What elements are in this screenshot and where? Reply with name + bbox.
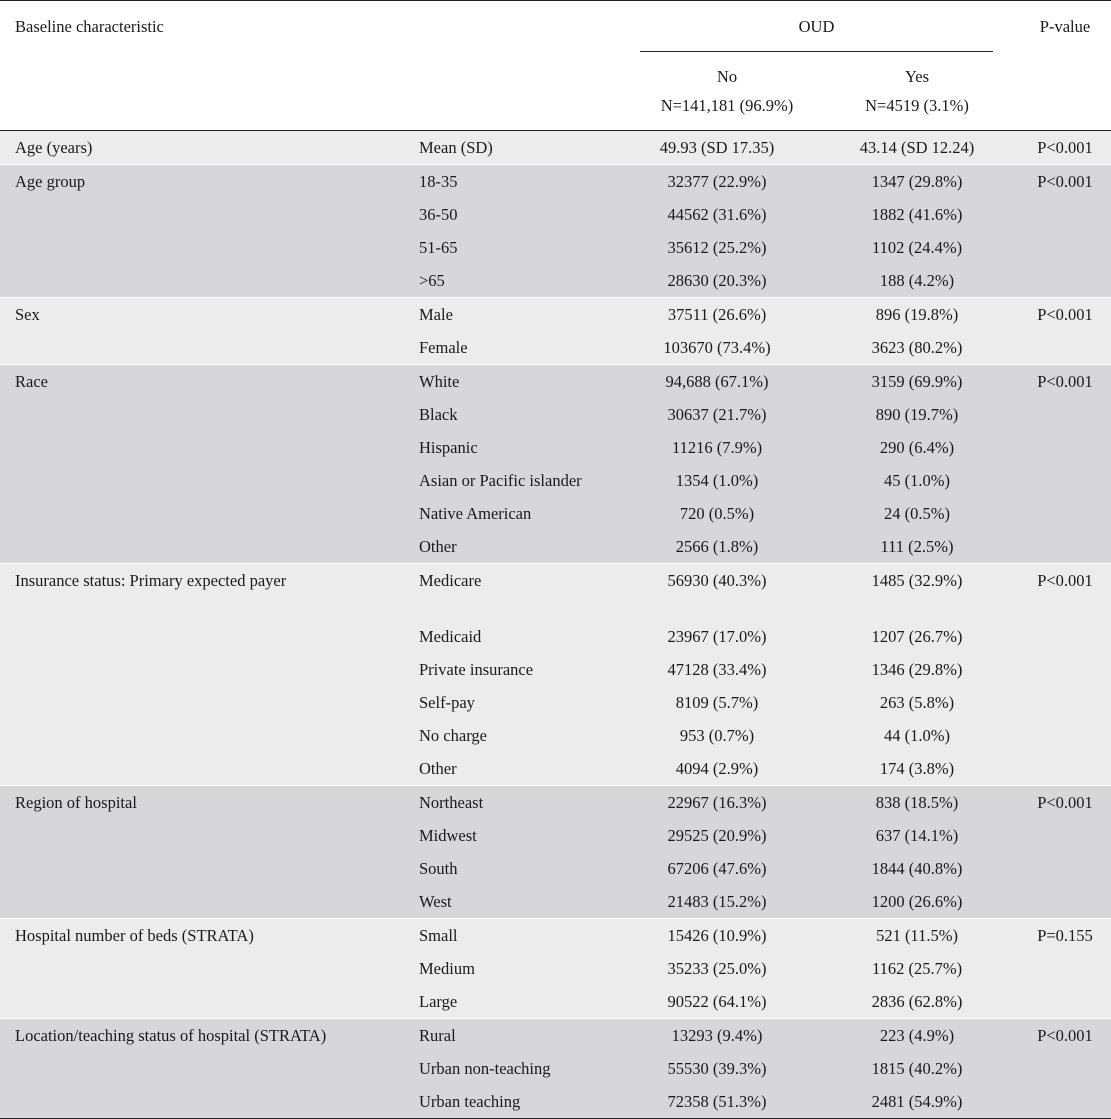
p-value: P<0.001 (1037, 372, 1093, 391)
table-row (0, 752, 1111, 785)
table-row (0, 985, 1111, 1018)
oud-yes-value: 263 (5.8%) (879, 693, 955, 712)
oud-yes-value: 2481 (54.9%) (871, 1092, 963, 1111)
table-row (0, 165, 1111, 198)
oud-no-value: 720 (0.5%) (679, 504, 755, 523)
oud-yes-value: 1815 (40.2%) (871, 1059, 963, 1078)
oud-yes-value: 1844 (40.8%) (871, 859, 963, 878)
level-label: Asian or Pacific islander (419, 471, 582, 490)
level-label: Medicare (419, 571, 482, 590)
oud-no-value: 47128 (33.4%) (667, 660, 767, 679)
level-label: Black (419, 405, 458, 424)
table-row (0, 298, 1111, 331)
oud-yes-value: 1162 (25.7%) (871, 959, 963, 978)
level-label: Large (419, 992, 458, 1011)
table-row (0, 786, 1111, 819)
row-group (0, 131, 1111, 164)
row-group (0, 165, 1111, 297)
characteristic-label: Sex (15, 305, 40, 324)
level-label: Native American (419, 504, 532, 523)
level-label: No charge (419, 726, 487, 745)
characteristic-label: Insurance status: Primary expected payer (15, 571, 287, 590)
oud-no-value: 23967 (17.0%) (667, 627, 767, 646)
row-group (0, 298, 1111, 364)
level-label: Medicaid (419, 627, 482, 646)
row-group (0, 564, 1111, 785)
header-oud: OUD (798, 17, 835, 36)
oud-yes-value: 1207 (26.7%) (871, 627, 963, 646)
oud-yes-value: 223 (4.9%) (879, 1026, 955, 1045)
oud-yes-value: 43.14 (SD 12.24) (859, 138, 975, 157)
level-label: White (419, 372, 460, 391)
p-value: P<0.001 (1037, 793, 1093, 812)
level-label: Northeast (419, 793, 484, 812)
oud-yes-value: 45 (1.0%) (884, 471, 950, 490)
table-row (0, 719, 1111, 752)
oud-no-value: 35612 (25.2%) (667, 238, 767, 257)
table-row (0, 653, 1111, 686)
table-row (0, 231, 1111, 264)
oud-no-value: 28630 (20.3%) (667, 271, 767, 290)
table-row (0, 398, 1111, 431)
level-label: Private insurance (419, 660, 534, 679)
row-group (0, 919, 1111, 1018)
level-label: 36-50 (419, 205, 458, 224)
level-label: 18-35 (419, 172, 458, 191)
oud-yes-value: 521 (11.5%) (876, 926, 958, 945)
level-label: Mean (SD) (419, 138, 493, 157)
oud-yes-value: 174 (3.8%) (879, 759, 955, 778)
characteristic-label: Location/teaching status of hospital (STRATA) (15, 1026, 327, 1045)
table-row (0, 852, 1111, 885)
oud-no-value: 29525 (20.9%) (667, 826, 767, 845)
table-row (0, 819, 1111, 852)
oud-no-value: 55530 (39.3%) (667, 1059, 767, 1078)
header-baseline-characteristic: Baseline characteristic (15, 17, 164, 36)
level-label: Midwest (419, 826, 477, 845)
level-label: Rural (419, 1026, 456, 1045)
p-value: P<0.001 (1037, 138, 1093, 157)
p-value: P<0.001 (1037, 571, 1093, 590)
table-row (0, 331, 1111, 364)
oud-yes-value: 3159 (69.9%) (871, 372, 963, 391)
level-label: Other (419, 537, 457, 556)
table-row (0, 431, 1111, 464)
oud-no-value: 67206 (47.6%) (667, 859, 767, 878)
oud-no-value: 32377 (22.9%) (667, 172, 767, 191)
level-label: West (419, 892, 452, 911)
p-value: P<0.001 (1037, 172, 1093, 191)
oud-no-value: 1354 (1.0%) (675, 471, 759, 490)
oud-no-value: 21483 (15.2%) (667, 892, 767, 911)
oud-yes-value: 3623 (80.2%) (871, 338, 963, 357)
oud-yes-value: 1346 (29.8%) (871, 660, 963, 679)
characteristic-label: Age (years) (15, 138, 93, 157)
level-label: South (419, 859, 458, 878)
header-p-value: P-value (1039, 17, 1091, 36)
oud-yes-value: 188 (4.2%) (879, 271, 955, 290)
oud-no-value: 22967 (16.3%) (667, 793, 767, 812)
oud-no-value: 35233 (25.0%) (667, 959, 767, 978)
level-label: Medium (419, 959, 475, 978)
oud-no-value: 8109 (5.7%) (675, 693, 759, 712)
table-row (0, 365, 1111, 398)
oud-yes-value: 290 (6.4%) (879, 438, 955, 457)
oud-no-value: 11216 (7.9%) (671, 438, 763, 457)
oud-yes-value: 1882 (41.6%) (871, 205, 963, 224)
oud-yes-value: 1347 (29.8%) (871, 172, 963, 191)
table-row (0, 919, 1111, 952)
oud-spanner-rule (640, 51, 993, 52)
oud-no-value: 44562 (31.6%) (667, 205, 767, 224)
oud-yes-value: 896 (19.8%) (875, 305, 959, 324)
oud-yes-value: 1200 (26.6%) (871, 892, 963, 911)
oud-yes-value: 44 (1.0%) (884, 726, 950, 745)
header-no: No (716, 67, 738, 86)
level-label: Urban non-teaching (419, 1059, 551, 1078)
oud-yes-value: 637 (14.1%) (875, 826, 959, 845)
level-label: Small (419, 926, 458, 945)
table-row (0, 464, 1111, 497)
table-row (0, 131, 1111, 164)
oud-no-value: 103670 (73.4%) (663, 338, 771, 357)
oud-no-value: 49.93 (SD 17.35) (659, 138, 775, 157)
oud-yes-value: 1102 (24.4%) (871, 238, 963, 257)
oud-no-value: 13293 (9.4%) (671, 1026, 763, 1045)
level-label: Female (419, 338, 468, 357)
p-value: P=0.155 (1037, 926, 1093, 945)
table-row (0, 885, 1111, 918)
row-group (0, 1019, 1111, 1118)
table-row (0, 264, 1111, 297)
oud-yes-value: 111 (2.5%) (880, 537, 954, 556)
table-row (0, 1052, 1111, 1085)
oud-no-value: 953 (0.7%) (679, 726, 755, 745)
level-label: 51-65 (419, 238, 458, 257)
level-label: >65 (419, 271, 445, 290)
table-row (0, 952, 1111, 985)
oud-yes-value: 838 (18.5%) (875, 793, 959, 812)
table-row (0, 1085, 1111, 1118)
characteristic-label: Hospital number of beds (STRATA) (15, 926, 254, 945)
header-no-count: N=141,181 (96.9%) (660, 96, 794, 115)
header-yes: Yes (904, 67, 929, 86)
table-row (0, 564, 1111, 620)
table-row (0, 1019, 1111, 1052)
oud-yes-value: 24 (0.5%) (884, 504, 950, 523)
oud-no-value: 4094 (2.9%) (675, 759, 759, 778)
header-yes-count: N=4519 (3.1%) (865, 96, 969, 115)
oud-yes-value: 1485 (32.9%) (871, 571, 963, 590)
table-row (0, 198, 1111, 231)
p-value: P<0.001 (1037, 1026, 1093, 1045)
oud-no-value: 2566 (1.8%) (675, 537, 759, 556)
level-label: Other (419, 759, 457, 778)
characteristic-label: Region of hospital (15, 793, 137, 812)
row-group (0, 786, 1111, 918)
oud-yes-value: 2836 (62.8%) (871, 992, 963, 1011)
table-row (0, 530, 1111, 563)
table-header (0, 1, 1111, 130)
oud-no-value: 90522 (64.1%) (667, 992, 767, 1011)
table-row (0, 686, 1111, 719)
oud-no-value: 30637 (21.7%) (667, 405, 767, 424)
level-label: Male (419, 305, 453, 324)
row-group (0, 365, 1111, 563)
oud-no-value: 37511 (26.6%) (667, 305, 767, 324)
characteristic-label: Age group (15, 172, 86, 191)
level-label: Hispanic (419, 438, 478, 457)
table-row (0, 620, 1111, 653)
oud-no-value: 15426 (10.9%) (667, 926, 767, 945)
oud-no-value: 94,688 (67.1%) (665, 372, 769, 391)
table-row (0, 497, 1111, 530)
oud-yes-value: 890 (19.7%) (875, 405, 959, 424)
level-label: Urban teaching (419, 1092, 521, 1111)
characteristic-label: Race (15, 372, 48, 391)
p-value: P<0.001 (1037, 305, 1093, 324)
level-label: Self-pay (419, 693, 475, 712)
oud-no-value: 72358 (51.3%) (667, 1092, 767, 1111)
oud-no-value: 56930 (40.3%) (667, 571, 767, 590)
